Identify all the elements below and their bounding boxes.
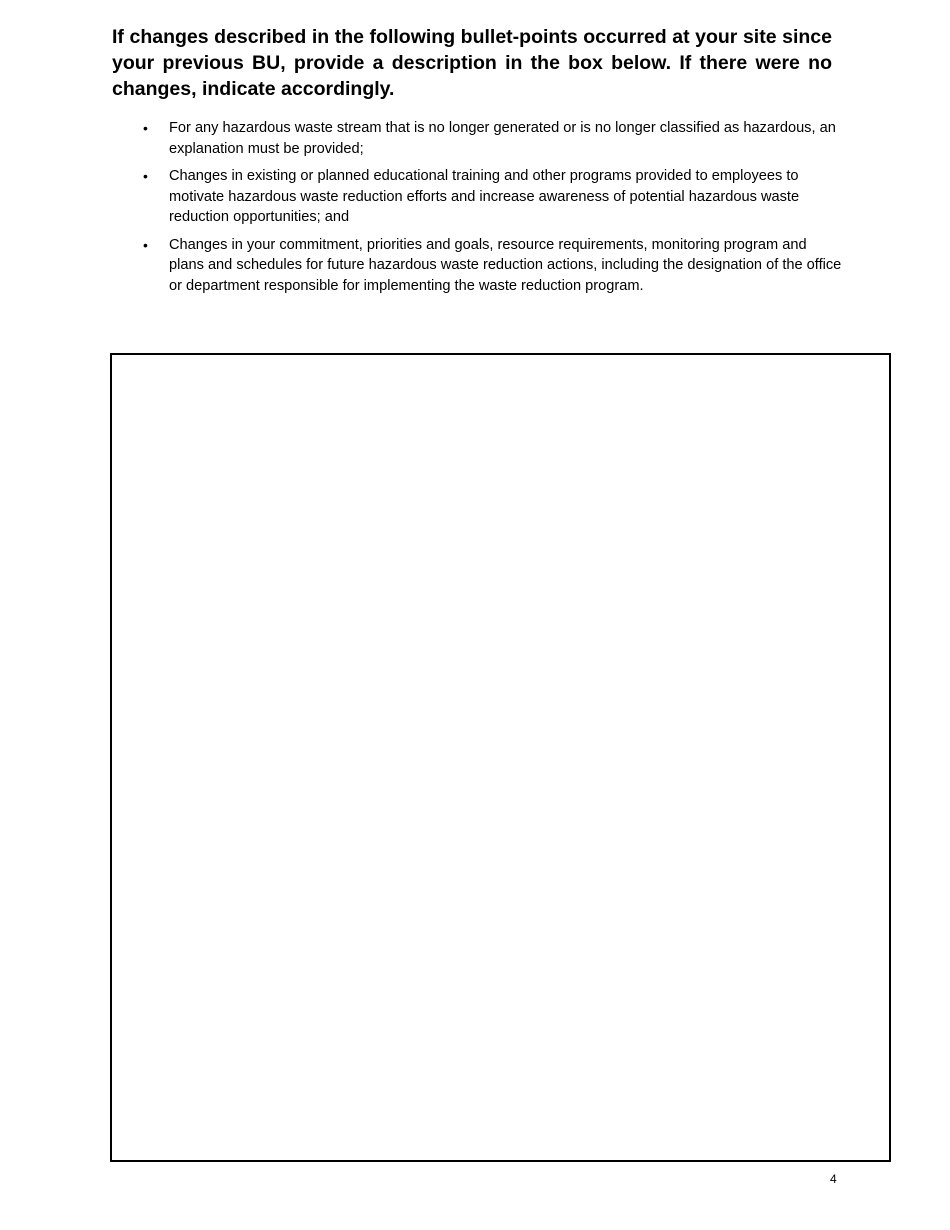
bullet-list [112, 118, 842, 303]
description-box[interactable] [110, 353, 891, 1162]
bullet-icon: • [143, 168, 148, 184]
bullet-text: Changes in existing or planned educational training and other programs provided to employees to motivate hazardous waste reduction efforts and increase awareness of potential hazardous waste reduction opportunities; and [169, 168, 800, 225]
bullet-icon: • [143, 236, 148, 253]
page-number: 4 [830, 1172, 837, 1186]
page-heading: If changes described in the following bullet-points occurred at your site since your previous BU, provide a description in the box below. If there were no changes, indicate accordingly. [112, 26, 832, 100]
bullet-item-commitment-changes [112, 235, 842, 297]
description-input[interactable] [112, 355, 889, 1160]
bullet-text: Changes in your commitment, priorities and goals, resource requirements, monitoring program and plans and schedules for future hazardous waste reduction actions, including the designation of the office or department responsible for implementing the waste reduction program. [169, 236, 842, 294]
bullet-icon: • [143, 120, 148, 136]
bullet-text: For any hazardous waste stream that is no longer generated or is no longer classified as hazardous, an explanation must be provided; [169, 120, 836, 157]
bullet-item-discontinued-waste [112, 118, 842, 159]
bullet-item-training-programs [112, 166, 842, 228]
